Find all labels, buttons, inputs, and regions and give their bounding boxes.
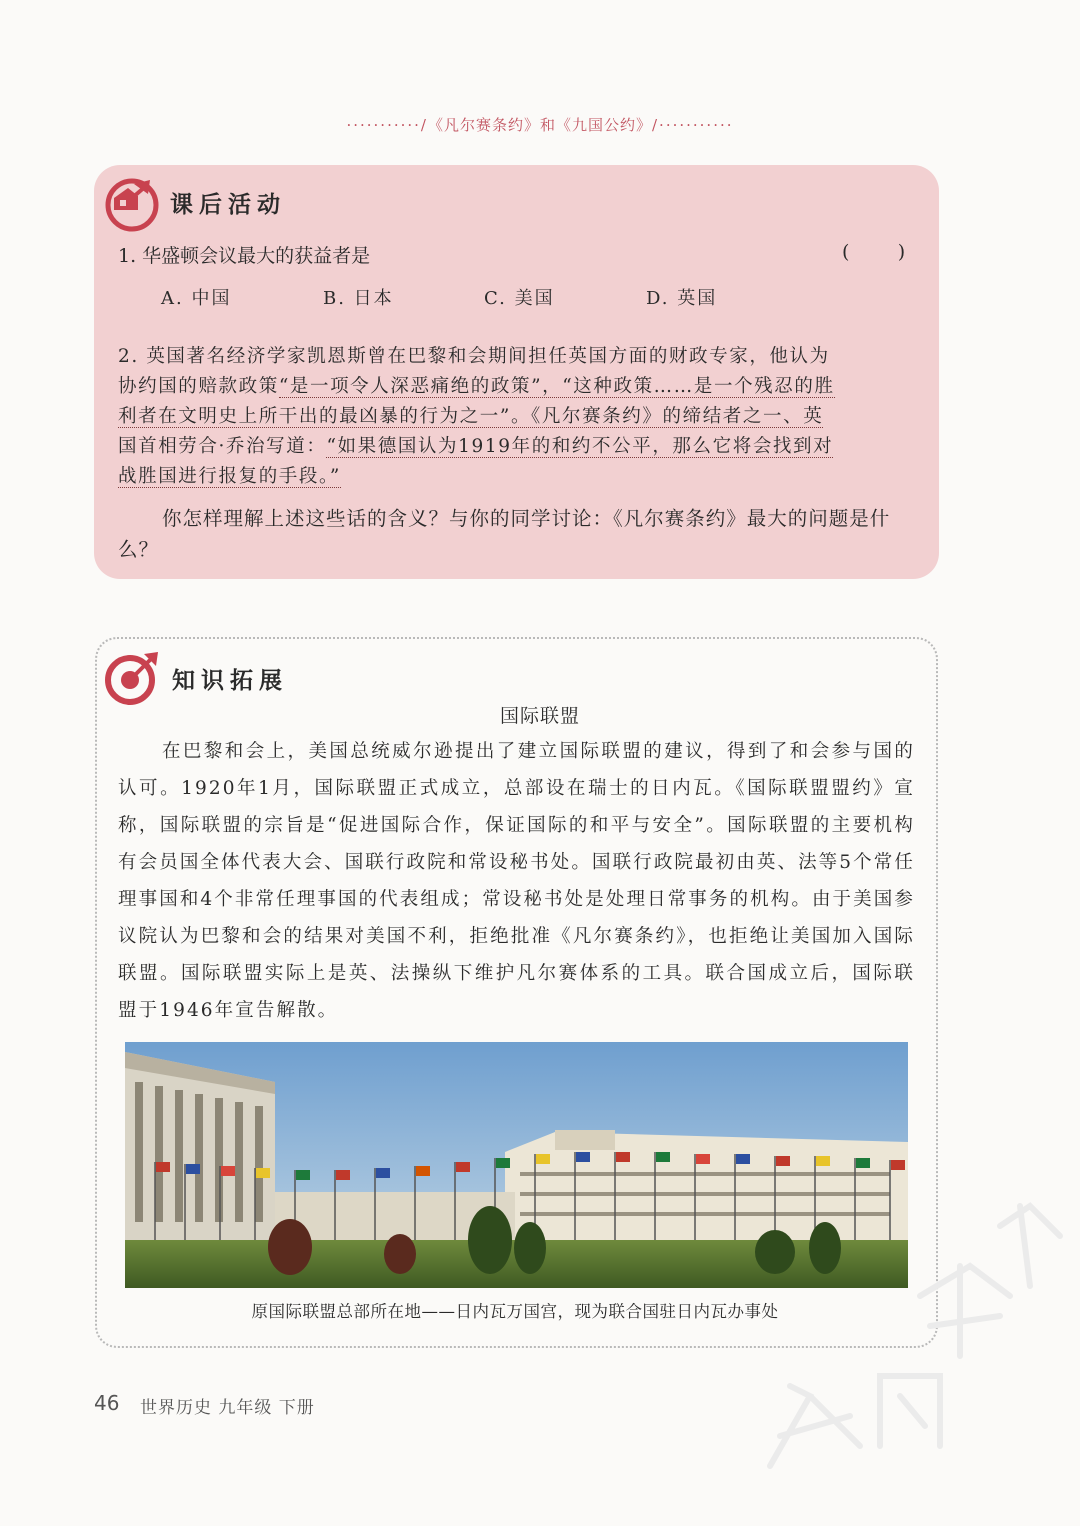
q2-line-5: 战胜国进行报复的手段。” — [118, 466, 341, 487]
book-name: 世界历史 九年级 下册 — [140, 1398, 315, 1418]
answer-blank: ( ) — [842, 241, 906, 263]
knowledge-subtitle: 国际联盟 — [499, 705, 580, 727]
option-b: B. 日本 — [323, 288, 394, 309]
question-1: 1. 华盛顿会议最大的获益者是 — [118, 245, 371, 267]
target-arrow-icon — [104, 650, 160, 706]
activity-title: 课后活动 — [170, 192, 286, 218]
option-a: A. 中国 — [161, 288, 232, 309]
option-d: D. 英国 — [646, 288, 718, 309]
q2-line-4 — [118, 432, 918, 462]
page-number: 46 — [94, 1391, 120, 1415]
option-c: C. 美国 — [484, 288, 555, 309]
photo-caption: 原国际联盟总部所在地——日内瓦万国宫，现为联合国驻日内瓦办事处 — [251, 1302, 779, 1321]
house-arrow-icon — [104, 176, 160, 232]
q2-line-3: 利者在文明史上所干出的最凶暴的行为之一”。《凡尔赛条约》的缔结者之一、英 — [118, 406, 824, 427]
q2-line-1: 2. 英国著名经济学家凯恩斯曾在巴黎和会期间担任英国方面的财政专家，他认为 — [118, 346, 830, 367]
q2-line-4-a: 国首相劳合·乔治写道： — [118, 436, 327, 457]
q2-quote-1: “是一项令人深恶痛绝的政策”，“这种政策……是一个残忍的胜 — [278, 376, 835, 397]
knowledge-body: 在巴黎和会上，美国总统威尔逊提出了建立国际联盟的建议，得到了和会参与国的认可。1920年1月，国际联盟正式成立，总部设在瑞士的日内瓦。《国际联盟盟约》宣称，国际联盟的宗旨是“促进国际合作，保证国际的和平与安全”。国际联盟的主要机构有会员国全体代表大会、国联行政院和常设秘书处。国联行政院最初由英、法等5个常任理事国和4个非常任理事国的代表组成；常设秘书处是处理日常事务的机构。由于美国参议院认为巴黎和会的结果对美国不利，拒绝批准《凡尔赛条约》，也拒绝让美国加入国际联盟。国际联盟实际上是英、法操纵下维护凡尔赛体系的工具。联合国成立后，国际联盟于1946年宣告解散。 — [118, 741, 915, 1021]
discussion-prompt: 你怎样理解上述这些话的含义？与你的同学讨论：《凡尔赛条约》最大的问题是什么？ — [118, 507, 891, 561]
question-2 — [118, 342, 918, 492]
q2-quote-2: “如果德国认为1919年的和约不公平，那么它将会找到对 — [326, 436, 834, 457]
header-dots-right: /··········· — [652, 116, 734, 134]
knowledge-title: 知识拓展 — [172, 668, 288, 694]
header-title: 《凡尔赛条约》和《九国公约》 — [427, 116, 652, 134]
publisher-watermark — [730, 1146, 1070, 1506]
q2-line-2-a: 协约国的赔款政策 — [118, 376, 279, 397]
header-dots-left: ···········/ — [346, 116, 428, 134]
q2-line-2 — [118, 372, 918, 402]
running-header — [0, 114, 1080, 135]
